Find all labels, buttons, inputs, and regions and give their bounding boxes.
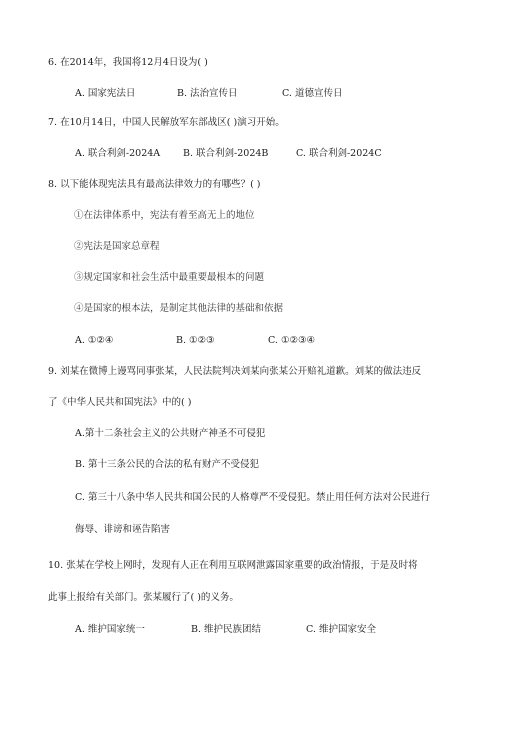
question-10-option-b: B. 维护民族团结	[191, 624, 262, 635]
question-9-option-b: B. 第十三条公民的合法的私有财产不受侵犯	[75, 459, 260, 470]
question-6-option-c: C. 道德宣传日	[282, 88, 343, 99]
question-9-stem-line-1: 9. 刘某在微博上谩骂同事张某，人民法院判决刘某向张某公开赔礼道歉。刘某的做法违反	[48, 366, 422, 377]
question-6-stem: 6. 在2014年，我国将12月4日设为( )	[48, 57, 208, 68]
question-10-stem-line-2: 此事上报给有关部门。张某履行了( )的义务。	[48, 592, 239, 603]
question-9-stem-line-2: 了《中华人民共和国宪法》中的( )	[48, 397, 192, 408]
question-6-option-a: A. 国家宪法日	[75, 88, 136, 99]
question-7-option-b: B. 联合利剑-2024B	[183, 148, 269, 159]
question-8-option-a: A. ①②④	[75, 335, 114, 346]
question-9-option-a: A.第十二条社会主义的公共财产神圣不可侵犯	[75, 428, 266, 439]
question-10-stem-line-1: 10. 张某在学校上网时，发现有人正在利用互联网泄露国家重要的政治情报，于是及时将	[48, 560, 418, 571]
question-9-option-c-continued: 侮辱、诽谤和诬告陷害	[75, 524, 171, 535]
question-7-option-a: A. 联合利剑-2024A	[75, 148, 161, 159]
question-10-option-c: C. 维护国家安全	[306, 624, 376, 635]
question-8-option-c: C. ①②③④	[268, 335, 316, 346]
question-8-statement-1: ①在法律体系中，宪法有着至高无上的地位	[74, 210, 255, 221]
question-8-stem: 8. 以下能体现宪法具有最高法律效力的有哪些？( )	[48, 179, 261, 190]
question-6-option-b: B. 法治宣传日	[177, 88, 238, 99]
question-7-option-c: C. 联合利剑-2024C	[296, 148, 382, 159]
question-8-statement-4: ④是国家的根本法，是制定其他法律的基础和依据	[74, 303, 284, 314]
question-10-option-a: A. 维护国家统一	[75, 624, 145, 635]
question-7-stem: 7. 在10月14日，中国人民解放军东部战区( )演习开始。	[48, 117, 285, 128]
question-9-option-c: C. 第三十八条中华人民共和国公民的人格尊严不受侵犯。禁止用任何方法对公民进行	[75, 492, 430, 503]
question-8-option-b: B. ①②③	[176, 335, 215, 346]
question-8-statement-2: ②宪法是国家总章程	[74, 241, 160, 252]
question-8-statement-3: ③规定国家和社会生活中最重要最根本的问题	[74, 272, 265, 283]
